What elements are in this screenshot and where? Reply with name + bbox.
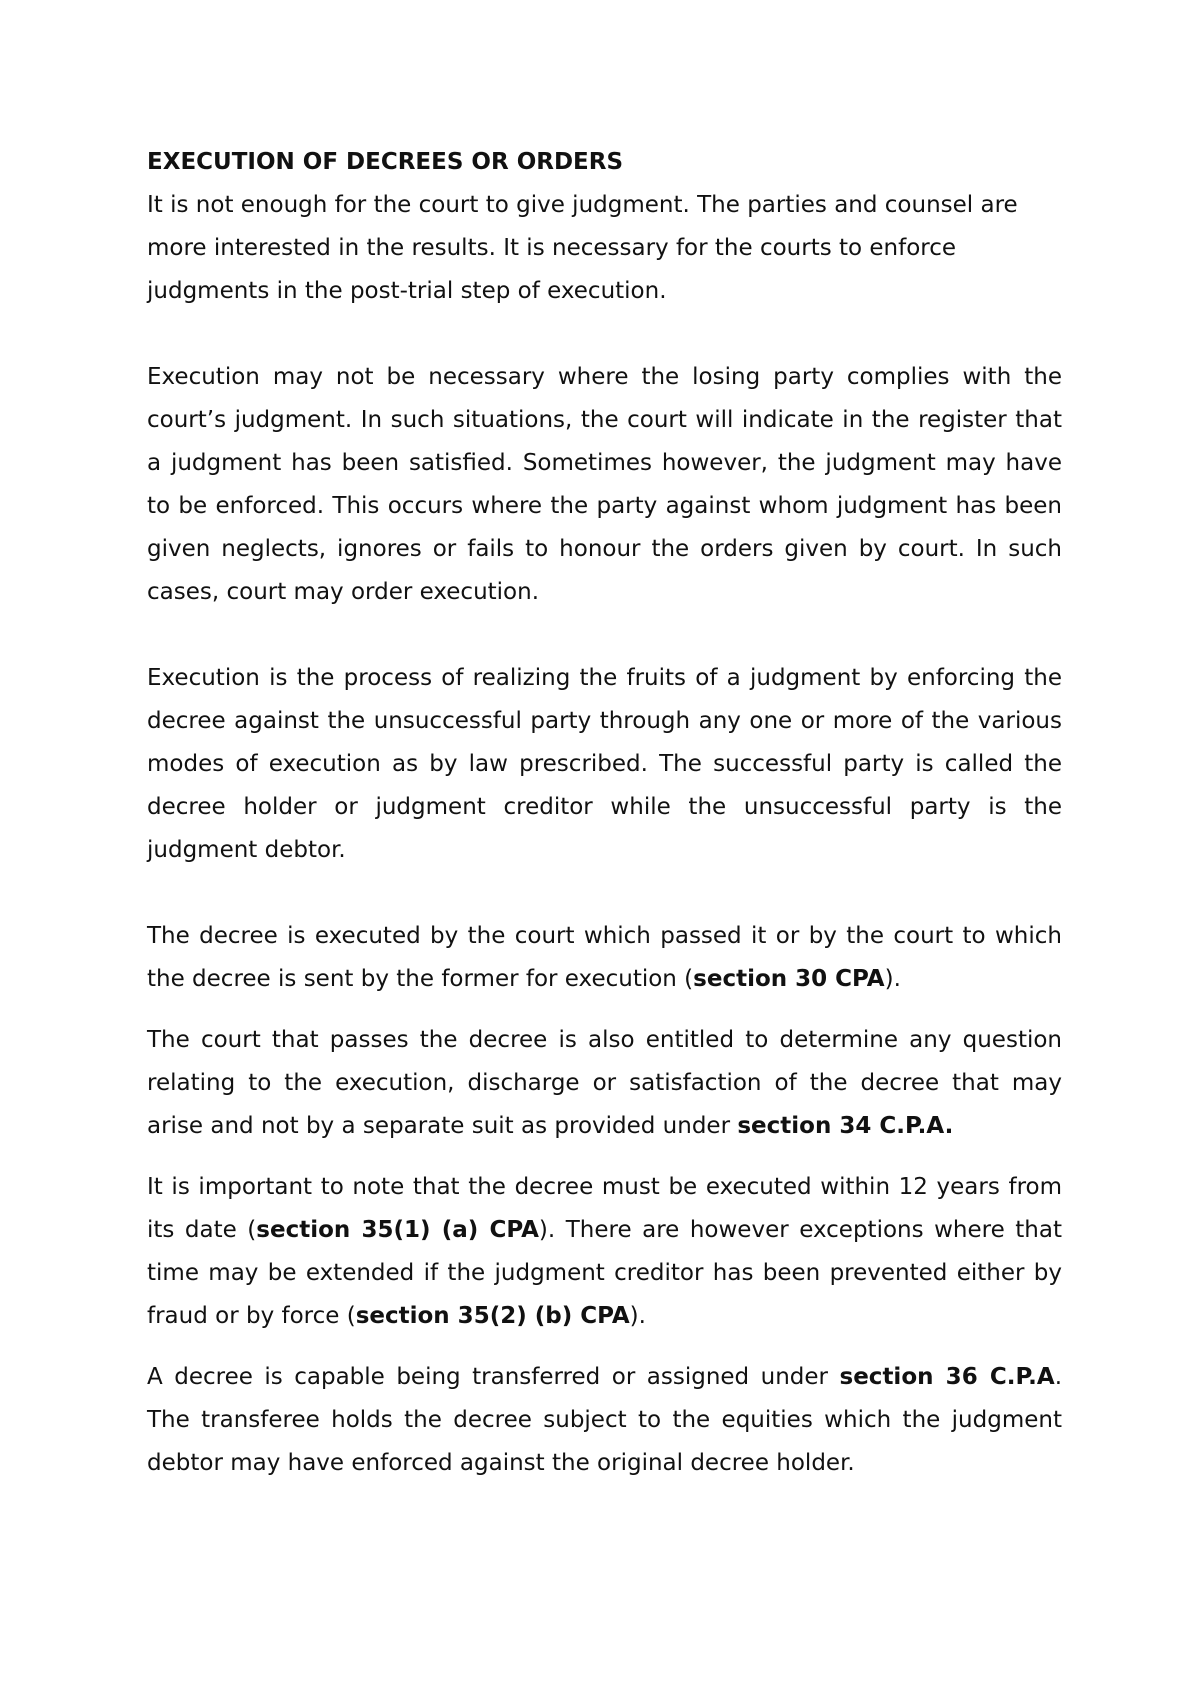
paragraph-definition: Execution is the process of realizing the fruits of a judgment by enforcing the decree against the unsuccessful party through any one or more of the various modes of execution as by law prescribed. The successful party is called the decree holder or judgment creditor while the unsuccessful party is the judgment debtor.: [147, 665, 1062, 863]
text-segment: It is important to note that the decree must be executed within 12 years from its date (: [147, 1174, 1062, 1243]
document-title: EXECUTION OF DECREES OR ORDERS: [147, 149, 624, 175]
text-segment: The court that passes the decree is also entitled to determine any question relating to the execution, discharge or satisfaction of the decree that may arise and not by a separate suit as provided under: [147, 1027, 1062, 1139]
paragraph-transfer: [147, 1356, 1062, 1485]
paragraph-intro: It is not enough for the court to give judgment. The parties and counsel are more interested in the results. It is necessary for the courts to enforce judgments in the post-trial step of execution.: [147, 192, 1018, 304]
section-reference: section 35(1) (a) CPA: [256, 1217, 539, 1243]
document-page: [147, 141, 1062, 1485]
text-segment: ).: [884, 966, 901, 992]
paragraph-questions: [147, 1019, 1062, 1148]
section-reference: section 36 C.P.A: [839, 1364, 1055, 1390]
text-segment: . The transferee holds the decree subject to the equities which the judgment debtor may have enforced against the original decree holder.: [147, 1364, 1062, 1476]
section-reference: section 35(2) (b) CPA: [355, 1303, 630, 1329]
text-segment: The decree is executed by the court which passed it or by the court to which the decree is sent by the former for execution (: [147, 923, 1062, 992]
text-segment: ).: [629, 1303, 646, 1329]
paragraph-satisfaction: Execution may not be necessary where the losing party complies with the court’s judgment. In such situations, the court will indicate in the register that a judgment has been satisfied. Sometimes however, the judgment may have to be enforced. This occurs where the party against whom judgment has been given neglects, ignores or fails to honour the orders given by court. In such cases, court may order execution.: [147, 364, 1062, 605]
paragraph-executing-court: [147, 915, 1062, 1001]
text-segment: ). There are however exceptions where that time may be extended if the judgment creditor has been prevented either by fraud or by force (: [147, 1217, 1062, 1329]
paragraph-limitation: [147, 1166, 1062, 1338]
section-reference: section 30 CPA: [693, 966, 885, 992]
text-segment: A decree is capable being transferred or assigned under: [147, 1364, 840, 1390]
section-reference: section 34 C.P.A.: [737, 1113, 954, 1139]
